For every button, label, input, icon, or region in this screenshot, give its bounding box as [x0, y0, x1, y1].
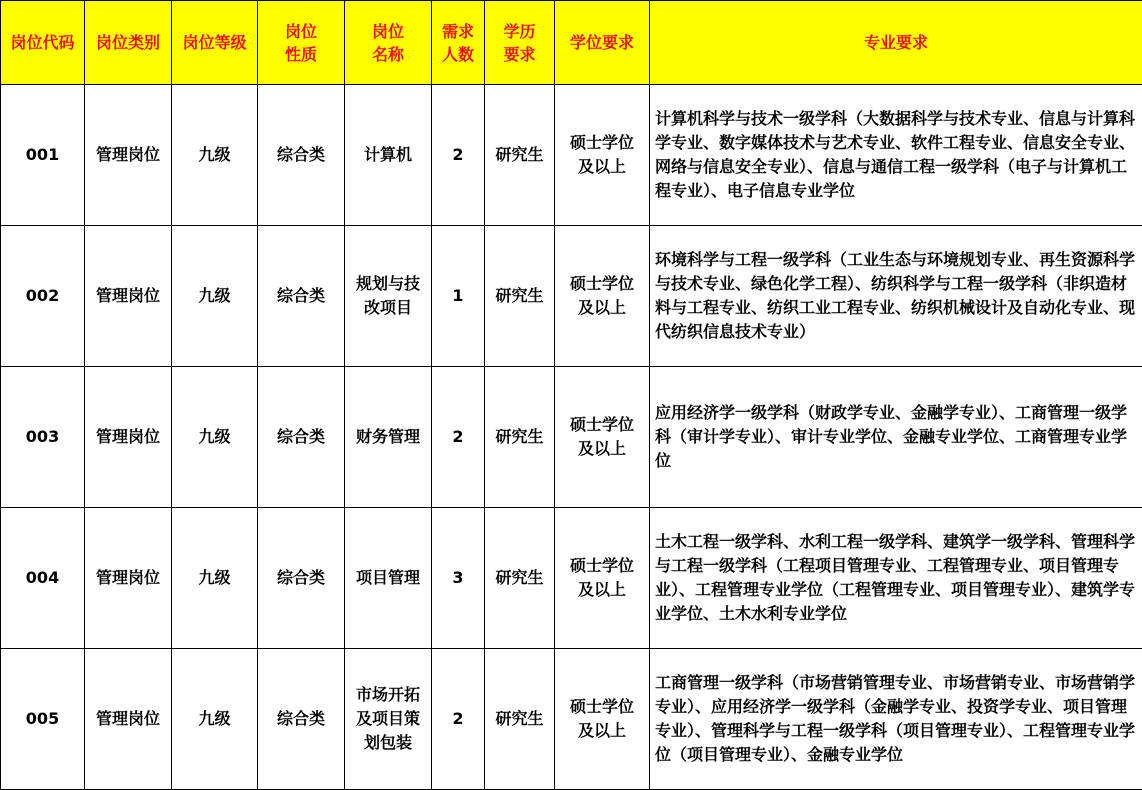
cell-level: 九级 — [172, 85, 258, 226]
cell-level: 九级 — [172, 508, 258, 649]
cell-nature: 综合类 — [258, 508, 345, 649]
cell-level: 九级 — [172, 226, 258, 367]
cell-name-text: 市场开拓及项目策划包装 — [355, 683, 421, 755]
cell-name — [345, 226, 432, 367]
cell-name — [345, 367, 432, 508]
cell-name-text: 项目管理 — [356, 566, 420, 590]
table-row — [1, 85, 1142, 226]
cell-name-text: 财务管理 — [356, 425, 420, 449]
cell-code: 002 — [1, 226, 85, 367]
cell-degree-text: 硕士学位及以上 — [569, 413, 635, 461]
header-position-category: 岗位类别 — [85, 1, 172, 85]
cell-name — [345, 85, 432, 226]
table-row — [1, 649, 1142, 790]
cell-degree — [555, 649, 650, 790]
table-row — [1, 226, 1142, 367]
cell-education: 研究生 — [485, 508, 555, 649]
cell-count: 2 — [432, 649, 485, 790]
cell-name — [345, 649, 432, 790]
header-major: 专业要求 — [650, 1, 1142, 85]
cell-code: 001 — [1, 85, 85, 226]
cell-count: 1 — [432, 226, 485, 367]
cell-level: 九级 — [172, 367, 258, 508]
cell-level: 九级 — [172, 649, 258, 790]
cell-degree-text: 硕士学位及以上 — [569, 695, 635, 743]
table-body — [1, 85, 1142, 790]
header-position-name: 岗位名称 — [345, 1, 432, 85]
cell-major: 计算机科学与技术一级学科（大数据科学与技术专业、信息与计算科学专业、数字媒体技术与艺术专业、软件工程专业、信息安全专业、网络与信息安全专业）、信息与通信工程一级学科（电子与计算机工程专业）、电子信息专业学位 — [650, 85, 1142, 226]
cell-category: 管理岗位 — [85, 508, 172, 649]
cell-category: 管理岗位 — [85, 649, 172, 790]
cell-category: 管理岗位 — [85, 226, 172, 367]
cell-code: 004 — [1, 508, 85, 649]
header-position-level: 岗位等级 — [172, 1, 258, 85]
cell-nature: 综合类 — [258, 226, 345, 367]
header-position-code: 岗位代码 — [1, 1, 85, 85]
header-position-nature: 岗位性质 — [258, 1, 345, 85]
cell-major: 土木工程一级学科、水利工程一级学科、建筑学一级学科、管理科学与工程一级学科（工程项目管理专业、工程管理专业、项目管理专业）、工程管理专业学位（工程管理专业、项目管理专业）、建筑学专业学位、土木水利专业学位 — [650, 508, 1142, 649]
cell-code: 005 — [1, 649, 85, 790]
cell-name — [345, 508, 432, 649]
cell-nature: 综合类 — [258, 367, 345, 508]
cell-nature: 综合类 — [258, 85, 345, 226]
cell-count: 2 — [432, 367, 485, 508]
cell-degree-text: 硕士学位及以上 — [569, 554, 635, 602]
cell-education: 研究生 — [485, 649, 555, 790]
cell-major: 环境科学与工程一级学科（工业生态与环境规划专业、再生资源科学与技术专业、绿色化学工程）、纺织科学与工程一级学科（非织造材料与工程专业、纺织工业工程专业、纺织机械设计及自动化专业、现代纺织信息技术专业） — [650, 226, 1142, 367]
cell-major: 工商管理一级学科（市场营销管理专业、市场营销专业、市场营销学专业）、应用经济学一级学科（金融学专业、投资学专业、项目管理专业）、管理科学与工程一级学科（项目管理专业）、工程管理专业学位（项目管理专业）、金融专业学位 — [650, 649, 1142, 790]
header-degree: 学位要求 — [555, 1, 650, 85]
header-row — [1, 1, 1142, 85]
header-headcount: 需求人数 — [432, 1, 485, 85]
cell-count: 3 — [432, 508, 485, 649]
cell-name-text: 规划与技改项目 — [355, 272, 421, 320]
header-education: 学历要求 — [485, 1, 555, 85]
cell-degree-text: 硕士学位及以上 — [569, 131, 635, 179]
cell-category: 管理岗位 — [85, 85, 172, 226]
table-row — [1, 367, 1142, 508]
cell-degree — [555, 85, 650, 226]
cell-education: 研究生 — [485, 367, 555, 508]
table-row — [1, 508, 1142, 649]
cell-education: 研究生 — [485, 226, 555, 367]
cell-count: 2 — [432, 85, 485, 226]
cell-nature: 综合类 — [258, 649, 345, 790]
cell-degree — [555, 508, 650, 649]
cell-education: 研究生 — [485, 85, 555, 226]
cell-degree — [555, 367, 650, 508]
cell-code: 003 — [1, 367, 85, 508]
cell-category: 管理岗位 — [85, 367, 172, 508]
cell-degree-text: 硕士学位及以上 — [569, 272, 635, 320]
cell-name-text: 计算机 — [364, 143, 412, 167]
cell-major: 应用经济学一级学科（财政学专业、金融学专业）、工商管理一级学科（审计学专业）、审计专业学位、金融专业学位、工商管理专业学位 — [650, 367, 1142, 508]
table-header — [1, 1, 1142, 85]
cell-degree — [555, 226, 650, 367]
